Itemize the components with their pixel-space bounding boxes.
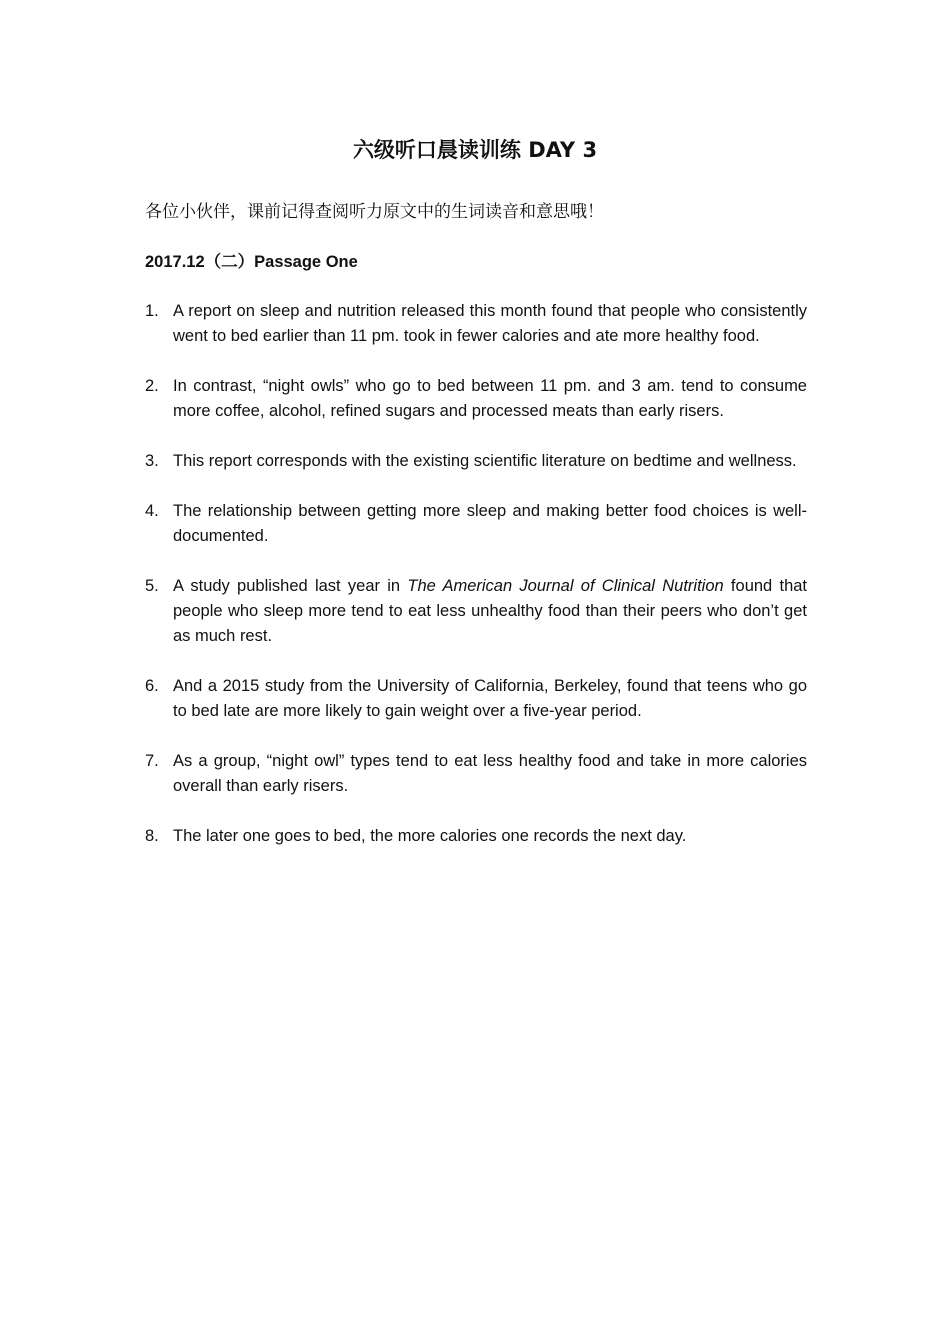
list-item — [145, 499, 807, 549]
item-text: The relationship between getting more sleep and making better food choices is well-documented. — [173, 502, 807, 545]
item-number: 1. — [145, 302, 159, 320]
item-number: 2. — [145, 377, 159, 395]
list-item — [145, 574, 807, 649]
section-heading: 2017.12（二）Passage One — [145, 253, 358, 271]
intro-note: 各位小伙伴，课前记得查阅听力原文中的生词读音和意思哦！ — [145, 202, 604, 222]
item-text: In contrast, “night owls” who go to bed between 11 pm. and 3 am. tend to consume more coffee, alcohol, refined sugars and processed meats than early risers. — [173, 377, 807, 420]
page-title: 六级听口晨读训练 DAY 3 — [352, 138, 598, 162]
item-text: The later one goes to bed, the more calories one records the next day. — [173, 827, 687, 845]
item-number: 7. — [145, 752, 159, 770]
sentence-list — [145, 299, 807, 874]
item-number: 5. — [145, 577, 159, 595]
item-number: 8. — [145, 827, 159, 845]
list-item — [145, 374, 807, 424]
list-item — [145, 449, 807, 474]
item-text — [173, 574, 807, 649]
journal-title: The American Journal of Clinical Nutrition — [407, 577, 724, 595]
item-text: This report corresponds with the existing scientific literature on bedtime and wellness. — [173, 452, 797, 470]
item-text-after: found that people who sleep more tend to eat less unhealthy food than their peers who don’t get as much rest. — [173, 577, 808, 645]
item-number: 3. — [145, 452, 159, 470]
list-item — [145, 749, 807, 799]
list-item — [145, 299, 807, 349]
item-text: As a group, “night owl” types tend to eat less healthy food and take in more calories overall than early risers. — [173, 752, 807, 795]
item-text: And a 2015 study from the University of California, Berkeley, found that teens who go to bed late are more likely to gain weight over a five-year period. — [173, 677, 807, 720]
item-number: 6. — [145, 677, 159, 695]
list-item — [145, 824, 807, 849]
list-item — [145, 674, 807, 724]
item-text-before: A study published last year in — [173, 577, 408, 595]
item-number: 4. — [145, 502, 159, 520]
item-text: A report on sleep and nutrition released this month found that people who consistently went to bed earlier than 11 pm. took in fewer calories and ate more healthy food. — [173, 302, 807, 345]
